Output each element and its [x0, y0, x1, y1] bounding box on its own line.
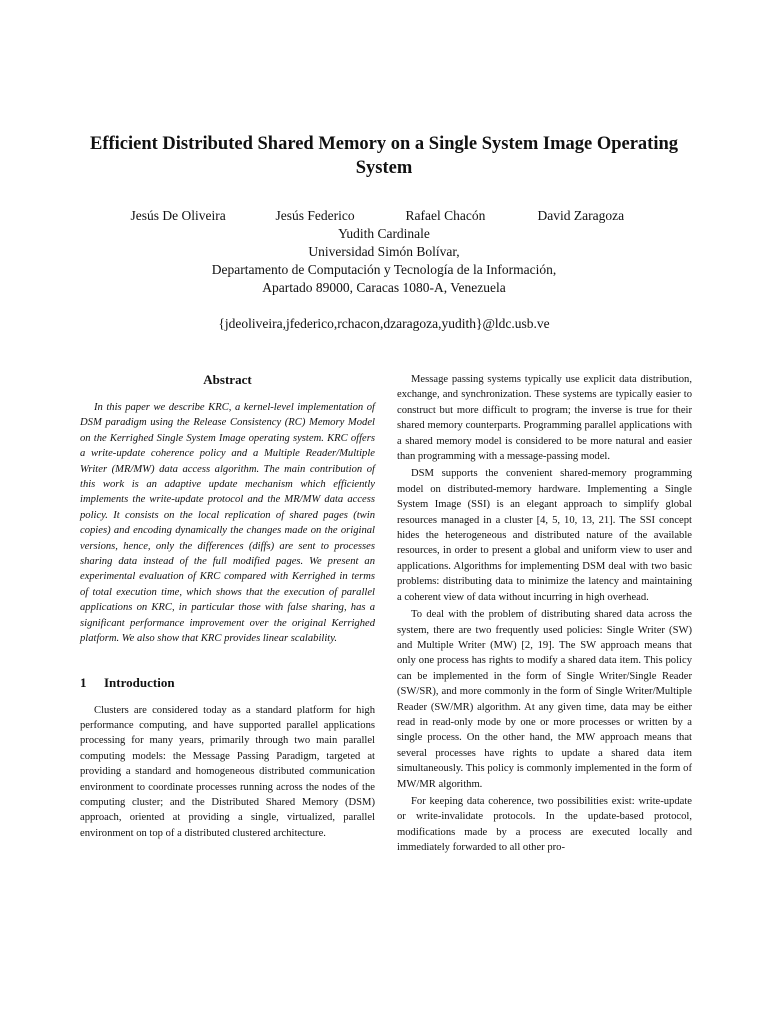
section-heading-introduction: [80, 675, 375, 691]
body-paragraph: Clusters are considered today as a standard platform for high performance computing, and have supported parallel applications processing for many years, primarily through two main parallel computing models: the Message Passing Paradigm, targeted at providing a standard and homogeneous distributed communication environment to coordinate processes running across the nodes of the computing cluster; and the Distributed Shared Memory (DSM) approach, oriented at providing a single, virtualized, parallel environment on top of a distributed clustered architecture.: [80, 704, 375, 839]
affiliation-address: Apartado 89000, Caracas 1080-A, Venezuela: [262, 280, 506, 295]
title-line-2: System: [355, 158, 413, 178]
body-paragraph: To deal with the problem of distributing shared data across the system, there are two frequently used policies: Single Writer (SW) and Multiple Writer (MW) [2, 19]. The SW approach means that only one process has rights to modify a shared data item. This policy can be implemented in the form of Single Writer/Single Reader (SW/SR), and more commonly in the form of Single Writer/Multiple Reader (SW/MR) algorithm. At any given time, data may be either read in read-only mode by one or more processes or written by a single process. On the other hand, the MW approach means that several processes have rights to update a shared data item simultaneously. This policy is commonly implemented in the form of MW/MR algorithm.: [397, 609, 692, 790]
author-emails[interactable]: {jdeoliveira,jfederico,rchacon,dzaragoza,yudith}@ldc.usb.ve: [218, 316, 550, 331]
paper-title: [60, 132, 708, 180]
author-name: Yudith Cardinale: [338, 226, 430, 241]
body-paragraph: DSM supports the convenient shared-memory programming model on distributed-memory hardware. Implementing a Single System Image (SSI) is an elegant approach to simplify global resources managed in a cluster [4, 5, 10, 13, 21]. The SSI concept hides the heterogeneous and distributed nature of the available resources, in order to present a global and uniform view to user and applications. Algorithms for implementing DSM deal with two basic problems: distributing data to minimize the latency and maintaining a coherent view of data without incurring in high overhead.: [397, 468, 692, 603]
abstract-heading: Abstract: [203, 372, 252, 387]
author-block: [60, 207, 708, 297]
section-number: 1: [80, 674, 87, 690]
author-name: Jesús Federico: [275, 208, 355, 223]
author-name: David Zaragoza: [537, 208, 625, 223]
body-paragraph: For keeping data coherence, two possibilities exist: write-update or write-invalidate protocols. In the update-based protocol, modifications made by a process are executed locally and immediately forwarded to all other pro-: [397, 795, 692, 854]
title-line-1: Efficient Distributed Shared Memory on a Single System Image Operating: [89, 134, 679, 154]
left-column: [80, 372, 375, 841]
author-name: Rafael Chacón: [405, 208, 486, 223]
section-title: Introduction: [104, 674, 175, 690]
abstract-text: In this paper we describe KRC, a kernel-level implementation of DSM paradigm using the Release Consistency (RC) Memory Model on the Kerrighed Single System Image operating system. KRC offers a write-update coherence policy and a Multiple Reader/Multiple Writer (MR/MW) data access algorithm. The main contribution of this work is an adaptive update mechanism which efficiently implements the write-update protocol and the MR/MW data access policy. It consists on the local replication of shared pages (twin copies) and encoding dynamically the changes made on the original versions, hence, only the differences (diffs) are sent to processes sharing data instead of the full modified pages. We present an experimental evaluation of KRC compared with Kerrighed in terms of total execution time, which shows that the execution of parallel applications on KRC, in particular those with false sharing, has a significant performance improvement over the original Kerrighed platform. We also show that KRC provides linear scalability.: [80, 402, 375, 645]
body-paragraph: Message passing systems typically use explicit data distribution, exchange, and synchronization. These systems are typically easier to construct but more difficult to program; the inverse is true for their shared memory counterparts. Programming parallel applications with a shared memory model is considered to be more natural and easier than programming with a message-passing model.: [397, 374, 692, 463]
right-column: [397, 372, 692, 856]
affiliation-department: Departamento de Computación y Tecnología de la Información,: [211, 262, 557, 277]
author-row: [60, 207, 708, 225]
affiliation-university: Universidad Simón Bolívar,: [308, 244, 460, 259]
abstract-section: [80, 372, 375, 647]
author-name: Jesús De Oliveira: [130, 208, 226, 223]
